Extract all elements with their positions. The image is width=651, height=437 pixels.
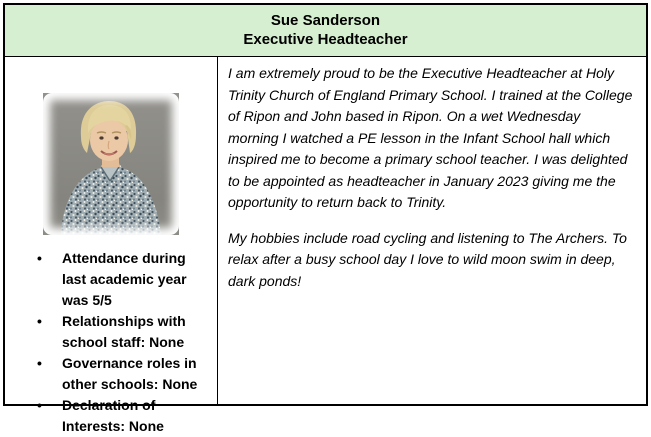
list-item: • Relationships with school staff: None xyxy=(37,311,213,353)
portrait-photo xyxy=(43,93,179,235)
table-body xyxy=(5,57,646,434)
person-name: Sue Sanderson xyxy=(270,12,381,29)
governance-details-list xyxy=(5,248,217,437)
portrait-photo-graphic xyxy=(43,93,179,235)
left-cell xyxy=(5,57,218,434)
list-item: • Declaration of Interests: None xyxy=(37,395,213,437)
list-item: • Governance roles in other schools: None xyxy=(37,353,213,395)
person-role: Executive Headteacher xyxy=(243,31,408,48)
biography-cell xyxy=(218,57,646,404)
bio-paragraph: My hobbies include road cycling and listening to The Archers. To relax after a busy school day I love to wild moon swim in deep, dark ponds! xyxy=(228,229,631,289)
table-header xyxy=(5,5,646,57)
list-item: • Attendance during last academic year was 5/5 xyxy=(37,248,213,311)
governor-profile-table xyxy=(3,3,648,434)
bio-paragraph: I am extremely proud to be the Executive Headteacher at Holy Trinity Church of England Primary School. I trained at the College of Ripon and John based in Ripon. On a wet Wednesday morning I watched a PE lesson in the Infant School hall which inspired me to become a primary school teacher. I was delighted to be appointed as headteacher in January 2023 giving me the opportunity to return back to Trinity. xyxy=(228,65,637,210)
